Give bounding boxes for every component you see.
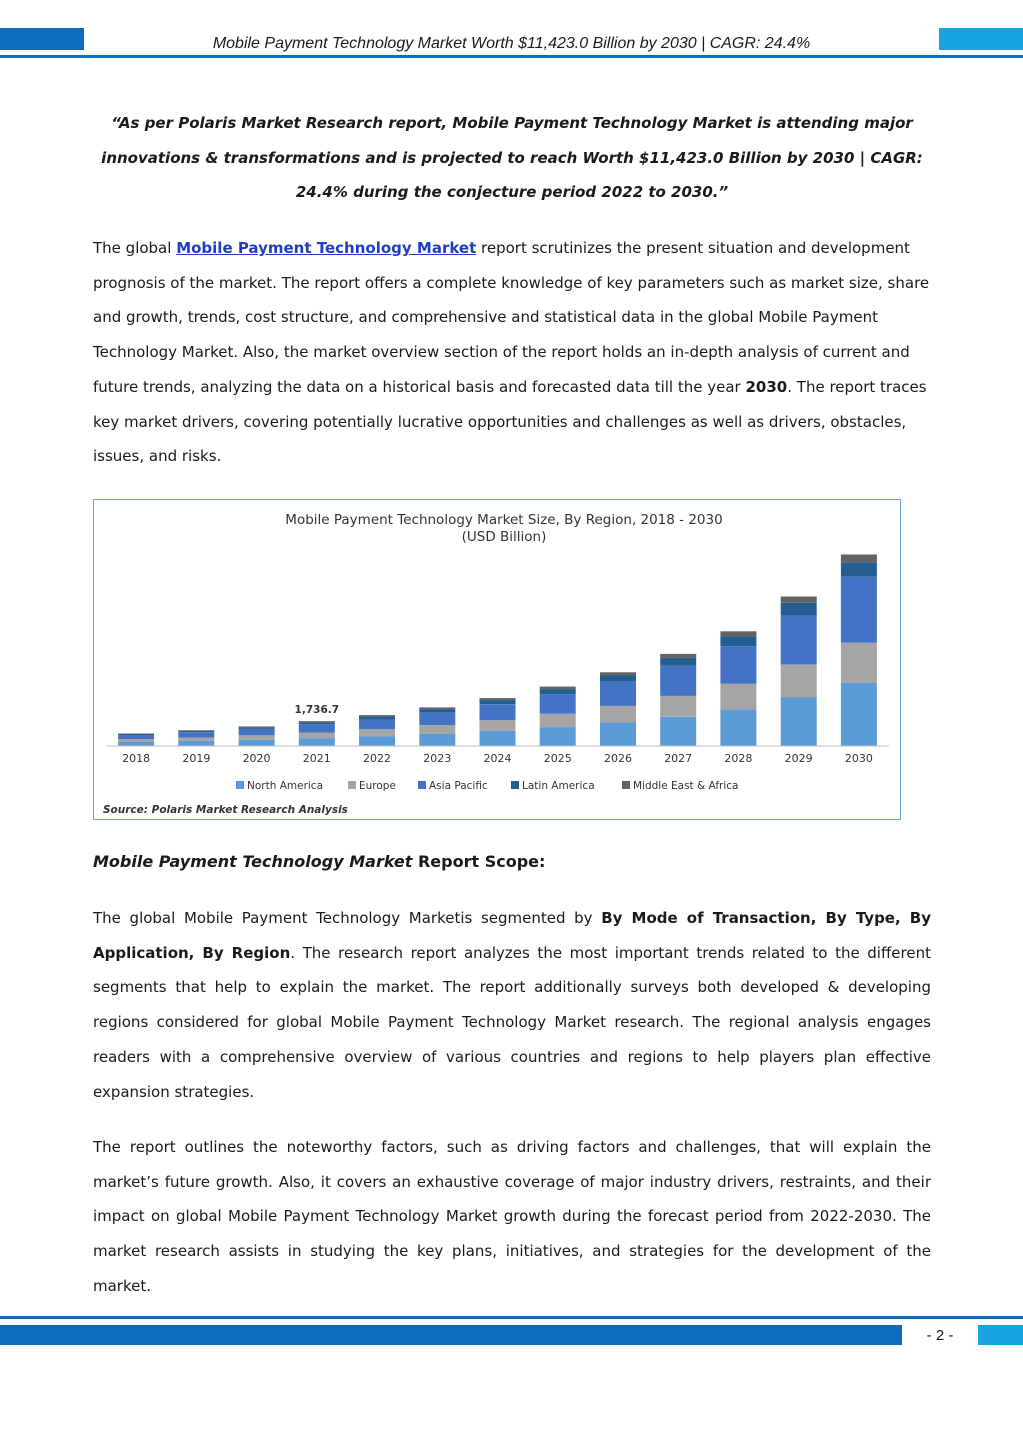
footer-rule xyxy=(0,1316,1023,1319)
bar-segment-2020-1 xyxy=(239,735,275,739)
legend-swatch-4 xyxy=(622,781,630,789)
bar-segment-2019-4 xyxy=(178,730,214,731)
bar-segment-2028-2 xyxy=(720,646,756,684)
scope-p1-lead: The global Mobile Payment Technology Marketis segmented by xyxy=(93,909,602,927)
bar-segment-2026-4 xyxy=(600,672,636,675)
bar-segment-2024-1 xyxy=(480,720,516,731)
bar-segment-2021-0 xyxy=(299,738,335,746)
bar-segment-2018-0 xyxy=(118,742,154,746)
bar-segment-2027-2 xyxy=(660,666,696,696)
bar-segment-2024-2 xyxy=(480,704,516,720)
legend-label-3: Latin America xyxy=(522,780,595,792)
bar-segment-2019-3 xyxy=(178,731,214,732)
bar-segment-2029-1 xyxy=(781,665,817,698)
chart-title: Mobile Payment Technology Market Size, By Region, 2018 - 2030 xyxy=(285,512,723,528)
scope-heading-italic: Mobile Payment Technology Market xyxy=(93,852,413,871)
scope-paragraph-2: The report outlines the noteworthy factors, such as driving factors and challenges, that will explain the market’s future growth. Also, it covers an exhaustive coverage of major industry drivers, restraints, and their impact on global Mobile Payment Technology Market growth during the forecast period from 2022-2030. The market research assists in studying the key plans, initiatives, and strategies for the development of the market. xyxy=(93,1138,931,1295)
bar-segment-2021-2 xyxy=(299,724,335,732)
bar-segment-2029-3 xyxy=(781,603,817,615)
legend-label-4: Middle East & Africa xyxy=(633,780,739,792)
x-tick-2022: 2022 xyxy=(363,752,392,765)
x-tick-2020: 2020 xyxy=(242,752,271,765)
header-title: Mobile Payment Technology Market Worth $11,423.0 Billion by 2030 | CAGR: 24.4% xyxy=(212,35,811,52)
legend-label-1: Europe xyxy=(359,780,396,792)
data-label-2021: 1,736.7 xyxy=(294,704,340,717)
bar-segment-2021-3 xyxy=(299,722,335,724)
bar-segment-2030-0 xyxy=(841,683,877,746)
x-axis-ticks xyxy=(122,752,873,765)
bar-segment-2022-3 xyxy=(359,716,395,719)
bar-segment-2029-4 xyxy=(781,597,817,603)
bar-segment-2028-4 xyxy=(720,631,756,636)
x-tick-2030: 2030 xyxy=(844,752,873,765)
footer-accent-bar xyxy=(0,1325,902,1345)
bar-segment-2023-0 xyxy=(419,734,455,746)
bar-segment-2020-2 xyxy=(239,729,275,736)
bar-segment-2022-0 xyxy=(359,736,395,746)
bar-segment-2030-2 xyxy=(841,577,877,643)
x-tick-2021: 2021 xyxy=(302,752,331,765)
scope-p1-segments: By Mode of Transaction, By Type, By Application, By Region xyxy=(93,909,931,962)
market-size-chart xyxy=(93,499,901,820)
legend-swatch-2 xyxy=(418,781,426,789)
bar-segment-2027-4 xyxy=(660,654,696,658)
bar-segment-2023-3 xyxy=(419,709,455,712)
x-tick-2018: 2018 xyxy=(122,752,151,765)
chart-canvas xyxy=(94,500,899,818)
bar-segment-2018-2 xyxy=(118,735,154,739)
x-tick-2024: 2024 xyxy=(483,752,512,765)
bar-segment-2028-3 xyxy=(720,636,756,646)
bar-segment-2018-3 xyxy=(118,734,154,735)
bar-segment-2022-4 xyxy=(359,715,395,716)
bar-segment-2023-2 xyxy=(419,712,455,725)
intro-text-2: . The report traces key market drivers, covering potentially lucrative opportunities and challenges as well as drivers, obstacles, issues, and risks. xyxy=(93,377,927,466)
intro-paragraph xyxy=(93,231,931,474)
bar-segment-2029-0 xyxy=(781,698,817,747)
chart-subtitle: (USD Billion) xyxy=(461,529,547,545)
bar-segment-2019-1 xyxy=(178,737,214,741)
bar-segment-2026-2 xyxy=(600,682,636,706)
bar-segment-2025-1 xyxy=(540,714,576,728)
page-number: - 2 - xyxy=(926,1327,954,1344)
x-tick-2028: 2028 xyxy=(724,752,753,765)
bar-segment-2027-1 xyxy=(660,696,696,717)
footer-accent-right xyxy=(978,1325,1023,1345)
x-tick-2027: 2027 xyxy=(664,752,693,765)
bar-segment-2025-4 xyxy=(540,687,576,690)
bar-segment-2027-0 xyxy=(660,717,696,746)
bar-segment-2019-0 xyxy=(178,741,214,746)
x-tick-2026: 2026 xyxy=(603,752,632,765)
header-accent-right xyxy=(939,28,1023,50)
header-accent-left xyxy=(0,28,84,50)
chart-bars xyxy=(118,555,877,747)
bar-segment-2027-3 xyxy=(660,658,696,666)
bar-segment-2029-2 xyxy=(781,615,817,665)
bar-segment-2018-4 xyxy=(118,734,154,735)
quote-paragraph: “As per Polaris Market Research report, Mobile Payment Technology Market is attending major innovations & transformations and is projected to reach Worth $11,423.0 Billion by 2030 | CAGR: 24.4% during the conjecture period 2022 to 2030.” xyxy=(101,114,923,202)
bar-segment-2026-0 xyxy=(600,723,636,747)
bar-segment-2028-0 xyxy=(720,710,756,746)
bar-segment-2030-1 xyxy=(841,643,877,683)
legend-swatch-3 xyxy=(511,781,519,789)
bar-segment-2025-3 xyxy=(540,689,576,694)
bar-segment-2020-3 xyxy=(239,727,275,729)
legend-label-2: Asia Pacific xyxy=(429,780,488,792)
bar-segment-2020-0 xyxy=(239,740,275,746)
scope-paragraph-1 xyxy=(93,901,931,1109)
bar-segment-2030-3 xyxy=(841,562,877,577)
bar-segment-2019-2 xyxy=(178,732,214,737)
x-tick-2023: 2023 xyxy=(423,752,452,765)
scope-heading-rest: Report Scope: xyxy=(412,852,546,871)
bar-segment-2026-3 xyxy=(600,675,636,681)
bar-segment-2025-2 xyxy=(540,694,576,713)
bar-segment-2025-0 xyxy=(540,727,576,746)
scope-p1-rest: . The research report analyzes the most important trends related to the different segments that help to explain the market. The report additionally surveys both developed & developing regions considered for global Mobile Payment Technology Market research. The regional analysis engages readers with a comprehensive overview of various countries and regions to help players plan effective expansion strategies. xyxy=(93,943,931,1101)
bar-segment-2023-4 xyxy=(419,707,455,709)
intro-text-1: report scrutinizes the present situation and development prognosis of the market. The report offers a complete knowledge of key parameters such as market size, share and growth, trends, cost structure, and comprehensive and statistical data in the global Mobile Payment Technology Market. Also, the market overview section of the report holds an in-depth analysis of current and future trends, analyzing the data on a historical basis and forecasted data till the year xyxy=(93,239,930,396)
header-rule xyxy=(0,55,1023,58)
bar-segment-2024-0 xyxy=(480,731,516,746)
bar-segment-2020-4 xyxy=(239,726,275,727)
legend-label-0: North America xyxy=(247,780,324,792)
bar-segment-2021-4 xyxy=(299,721,335,722)
intro-lead: The global xyxy=(93,239,177,257)
scope-heading xyxy=(93,852,545,871)
x-tick-2019: 2019 xyxy=(182,752,211,765)
x-tick-2029: 2029 xyxy=(784,752,813,765)
bar-segment-2021-1 xyxy=(299,733,335,739)
bar-segment-2018-1 xyxy=(118,739,154,742)
bar-segment-2030-4 xyxy=(841,555,877,563)
bar-segment-2024-4 xyxy=(480,698,516,700)
bar-segment-2028-1 xyxy=(720,684,756,710)
bar-segment-2026-1 xyxy=(600,706,636,723)
x-tick-2025: 2025 xyxy=(543,752,572,765)
intro-year: 2030 xyxy=(745,377,788,396)
bar-segment-2024-3 xyxy=(480,700,516,704)
chart-legend xyxy=(236,780,739,792)
legend-swatch-1 xyxy=(348,781,356,789)
bar-segment-2023-1 xyxy=(419,725,455,734)
bar-segment-2022-1 xyxy=(359,729,395,736)
legend-swatch-0 xyxy=(236,781,244,789)
bar-segment-2022-2 xyxy=(359,719,395,729)
chart-source: Source: Polaris Market Research Analysis xyxy=(103,804,348,816)
market-link[interactable]: Mobile Payment Technology Market xyxy=(176,239,477,257)
